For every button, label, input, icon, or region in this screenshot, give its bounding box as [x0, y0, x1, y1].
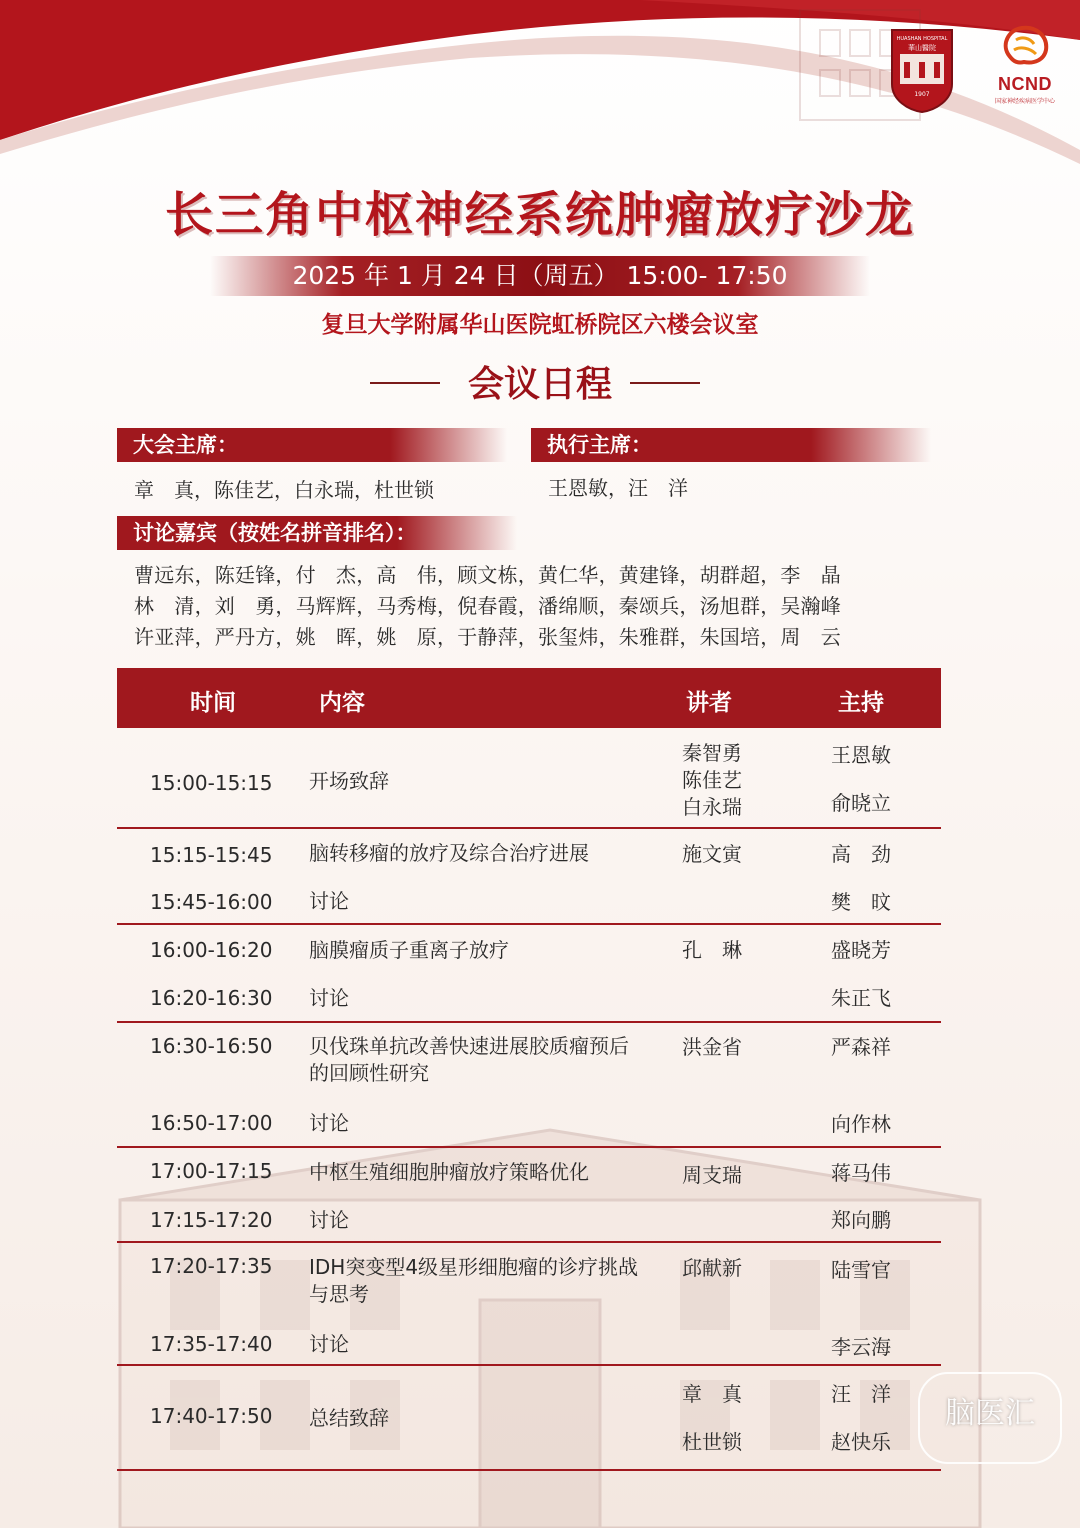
row-time: 15:45-16:00 — [150, 890, 273, 914]
row-time: 17:00-17:15 — [150, 1159, 273, 1183]
row-topic: 贝伐珠单抗改善快速进展胶质瘤预后的回顾性研究 — [309, 1034, 629, 1085]
row-host: 俞晓立 — [831, 791, 891, 815]
guest-line: 许亚萍，严丹方，姚 晖，姚 原，于静萍，张玺炜，朱雅群，朱国培，周 云 — [134, 625, 841, 649]
row-divider — [117, 1241, 941, 1243]
row-time: 17:20-17:35 — [150, 1254, 273, 1278]
row-topic: IDH突变型4级星形细胞瘤的诊疗挑战与思考 — [309, 1255, 639, 1306]
guests-list — [134, 560, 940, 653]
row-time: 15:00-15:15 — [150, 771, 273, 795]
row-topic: 讨论 — [309, 1111, 349, 1135]
agenda-heading-text: 会议日程 — [467, 364, 612, 405]
general-chair-names: 章 真，陈佳艺，白永瑞，杜世锁 — [134, 478, 434, 502]
row-topic: 讨论 — [309, 889, 349, 913]
row-divider — [117, 1364, 941, 1366]
svg-text:1907: 1907 — [914, 91, 930, 98]
executive-chair-names: 王恩敏，汪 洋 — [548, 476, 688, 500]
row-divider — [117, 1469, 941, 1471]
row-speaker: 陈佳艺 — [682, 768, 742, 792]
guest-line: 林 清，刘 勇，马辉辉，马秀梅，倪春霞，潘绵顺，秦颂兵，汤旭群，吴瀚峰 — [134, 594, 841, 618]
row-topic: 开场致辞 — [309, 769, 389, 793]
row-time: 17:15-17:20 — [150, 1208, 273, 1232]
general-chair-label: 大会主席： — [117, 428, 507, 462]
row-host: 朱正飞 — [831, 986, 891, 1010]
row-time: 16:00-16:20 — [150, 938, 273, 962]
row-time: 16:50-17:00 — [150, 1111, 273, 1135]
row-host: 李云海 — [831, 1335, 891, 1359]
executive-chair-label: 执行主席： — [531, 428, 931, 462]
col-host-header: 主持 — [838, 690, 884, 716]
date-time-banner: 2025 年 1 月 24 日（周五） 15:00- 17:50 — [210, 256, 870, 296]
row-speaker: 施文寅 — [682, 842, 742, 866]
ncnd-logo-subtext: 国家神经疾病医学中心 — [994, 98, 1055, 105]
row-host: 陆雪官 — [831, 1258, 891, 1282]
agenda-heading-line-right — [630, 382, 700, 384]
row-host: 赵快乐 — [831, 1430, 891, 1454]
row-time: 16:20-16:30 — [150, 986, 273, 1010]
venue: 复旦大学附属华山医院虹桥院区六楼会议室 — [321, 312, 759, 338]
svg-text:華山醫院: 華山醫院 — [908, 44, 936, 52]
watermark: 脑医汇 — [918, 1372, 1062, 1464]
row-host: 严森祥 — [831, 1035, 891, 1059]
row-divider — [117, 1146, 941, 1148]
row-divider — [117, 1021, 941, 1023]
logo-left-text: HUASHAN HOSPITAL — [896, 36, 948, 42]
row-speaker: 秦智勇 — [682, 741, 742, 765]
row-topic: 讨论 — [309, 1208, 349, 1232]
schedule-header — [117, 668, 941, 728]
huashan-hospital-logo — [888, 28, 956, 114]
ncnd-logo — [990, 24, 1060, 114]
row-speaker: 章 真 — [682, 1382, 742, 1406]
guests-label: 讨论嘉宾（按姓名拼音排名）： — [117, 516, 517, 550]
col-topic-header: 内容 — [319, 690, 365, 716]
row-topic: 讨论 — [309, 1332, 349, 1356]
row-speaker: 杜世锁 — [682, 1430, 742, 1454]
row-host: 高 劲 — [831, 842, 891, 866]
row-speaker: 洪金省 — [682, 1035, 742, 1059]
row-topic: 脑转移瘤的放疗及综合治疗进展 — [309, 841, 589, 865]
row-divider — [117, 827, 941, 829]
row-host: 汪 洋 — [831, 1382, 891, 1406]
row-time: 17:40-17:50 — [150, 1404, 273, 1428]
row-speaker: 孔 琳 — [682, 938, 742, 962]
col-speaker-header: 讲者 — [686, 690, 732, 716]
row-topic: 中枢生殖细胞肿瘤放疗策略优化 — [309, 1160, 589, 1184]
row-time: 16:30-16:50 — [150, 1034, 273, 1058]
row-topic: 总结致辞 — [309, 1406, 389, 1430]
row-topic: 讨论 — [309, 986, 349, 1010]
row-divider — [117, 923, 941, 925]
page-title: 长三角中枢神经系统肿瘤放疗沙龙 — [164, 187, 915, 243]
guest-line: 曹远东，陈廷锋，付 杰，高 伟，顾文栋，黄仁华，黄建锋，胡群超，李 晶 — [134, 563, 841, 587]
ncnd-logo-text: NCND — [998, 74, 1052, 94]
row-speaker: 周支瑞 — [682, 1163, 742, 1187]
row-time: 17:35-17:40 — [150, 1332, 273, 1356]
row-speaker: 白永瑞 — [682, 795, 742, 819]
agenda-heading — [360, 356, 720, 406]
row-time: 15:15-15:45 — [150, 843, 273, 867]
row-host: 盛晓芳 — [831, 938, 891, 962]
row-speaker: 邱献新 — [682, 1256, 742, 1280]
row-host: 樊 旼 — [831, 890, 891, 914]
row-topic: 脑膜瘤质子重离子放疗 — [309, 938, 509, 962]
row-host: 蒋马伟 — [831, 1161, 891, 1185]
row-host: 向作林 — [831, 1112, 891, 1136]
col-time-header: 时间 — [190, 690, 236, 716]
brain-icon — [1000, 24, 1050, 70]
row-host: 王恩敏 — [831, 743, 891, 767]
row-host: 郑向鹏 — [831, 1208, 891, 1232]
